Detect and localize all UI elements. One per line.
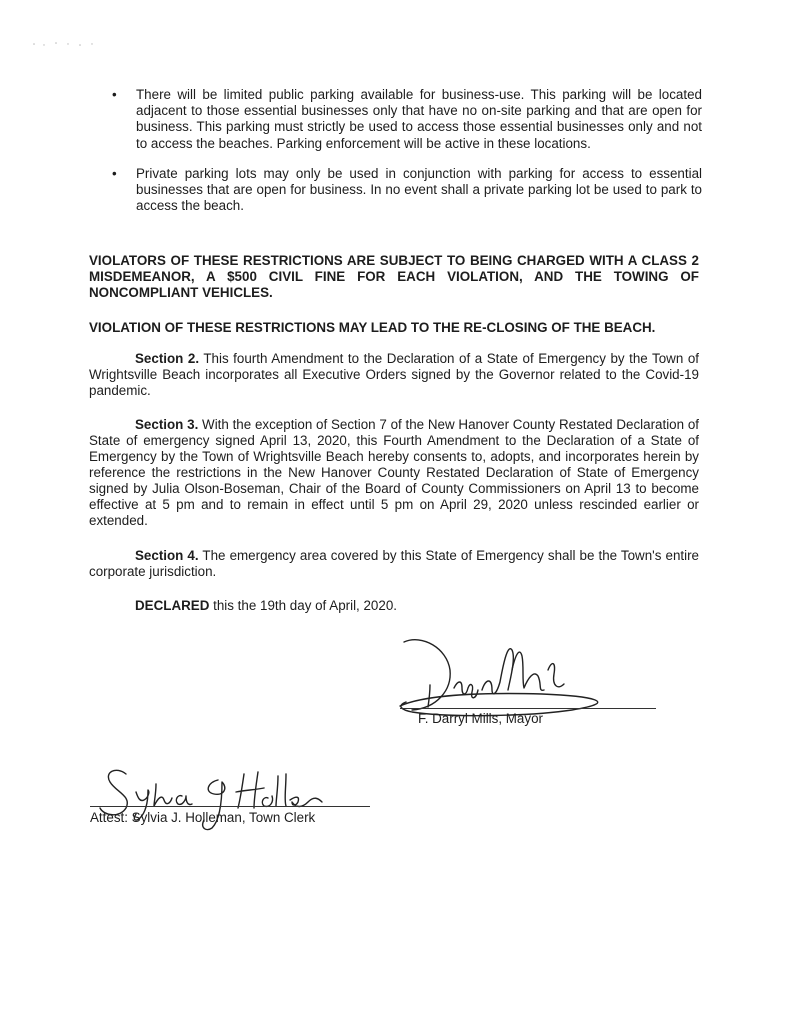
section-2-text: This fourth Amendment to the Declaration of a State of Emergency by the Town of Wrightsville Beach incorporates all Executive Orders signed by the Governor related to the Covid-19 pandemic.	[89, 351, 699, 398]
reclosing-notice: VIOLATION OF THESE RESTRICTIONS MAY LEAD TO THE RE-CLOSING OF THE BEACH.	[89, 320, 656, 335]
bullet-dot-icon: •	[112, 87, 117, 102]
declared-paragraph	[89, 598, 699, 614]
scan-specks	[30, 40, 100, 48]
section-3-heading: Section 3.	[135, 417, 199, 432]
clerk-name-title: Attest: Sylvia J. Holleman, Town Clerk	[90, 810, 316, 825]
violators-notice: VIOLATORS OF THESE RESTRICTIONS ARE SUBJECT TO BEING CHARGED WITH A CLASS 2 MISDEMEANOR, A $500 CIVIL FINE FOR EACH VIOLATION, AND THE TOWING OF NONCOMPLIANT VEHICLES.	[89, 253, 699, 300]
mayor-signature-line	[400, 708, 656, 709]
section-3-text: With the exception of Section 7 of the New Hanover County Restated Declaration of State of emergency signed April 13, 2020, this Fourth Amendment to the Declaration of a State of Emergency by the Town of Wrightsville Beach hereby consents to, adopts, and incorporates herein by reference the restrictions in the New Hanover County Restated Declaration of State of Emergency signed by Julia Olson-Boseman, Chair of the Board of County Commissioners on April 13 to become effective at 5 pm and to remain in effect until 5 pm on April 29, 2020 unless rescinded earlier or extended.	[89, 417, 699, 528]
section-4-heading: Section 4.	[135, 548, 199, 563]
clerk-signature	[86, 762, 376, 837]
parking-rules-list	[112, 87, 702, 228]
section-3-paragraph	[89, 417, 699, 529]
bullet-dot-icon: •	[112, 165, 117, 181]
bullet-text: Private parking lots may only be used in conjunction with parking for access to essential businesses that are open for business. In no event shall a private parking lot be used to park to access the beach.	[136, 165, 702, 214]
declared-word: DECLARED	[135, 598, 210, 613]
section-4-text: The emergency area covered by this State of Emergency shall be the Town's entire corporate jurisdiction.	[89, 548, 699, 579]
bullet-text: There will be limited public parking available for business-use. This parking will be located adjacent to those essential businesses only that have no on-site parking and that are open for business. This parking must strictly be used to access those essential businesses only and not to access the beaches. Parking enforcement will be active in these locations.	[136, 87, 702, 151]
list-item	[112, 87, 702, 152]
section-2-heading: Section 2.	[135, 351, 200, 366]
clerk-signature-line	[90, 806, 370, 807]
declared-text: this the 19th day of April, 2020.	[209, 598, 397, 613]
list-item	[112, 166, 702, 215]
section-4-paragraph	[89, 548, 699, 580]
section-2-paragraph	[89, 351, 699, 399]
mayor-name-title: F. Darryl Mills, Mayor	[418, 711, 543, 726]
